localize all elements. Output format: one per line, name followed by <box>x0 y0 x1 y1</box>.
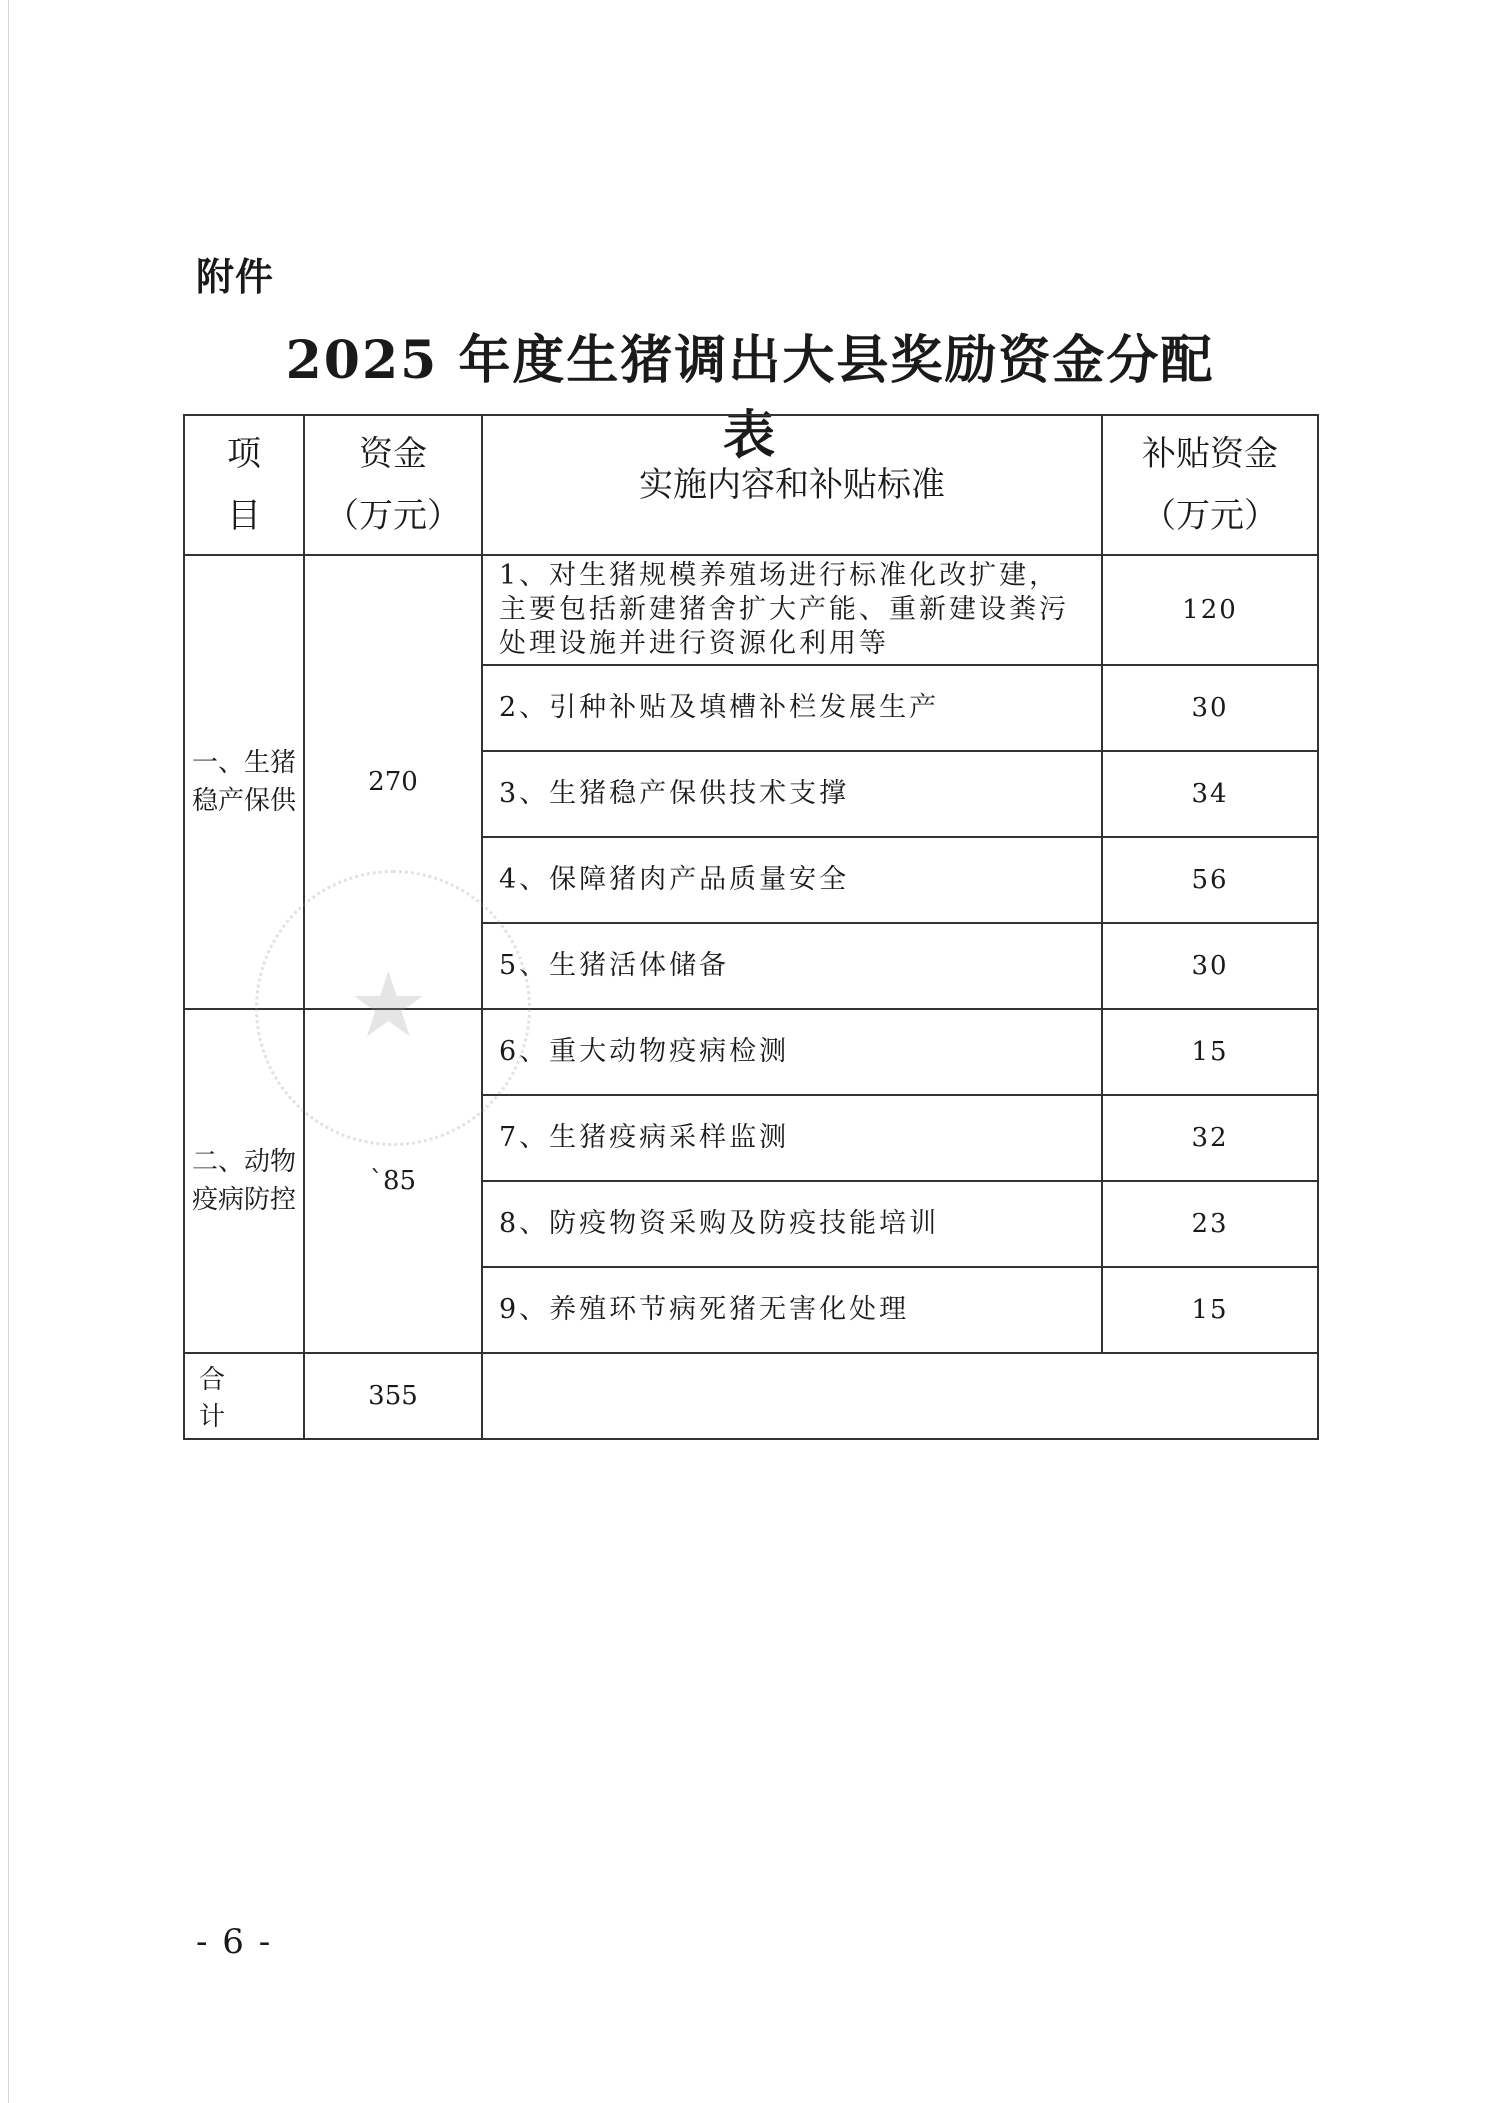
item-2-desc: 2、引种补贴及填槽补栏发展生产 <box>482 665 1102 751</box>
item-6-amount: 15 <box>1102 1009 1318 1095</box>
item-7-amount: 32 <box>1102 1095 1318 1181</box>
page-number: - 6 - <box>196 1922 273 1962</box>
item-3-amount: 34 <box>1102 751 1318 837</box>
header-project-line1: 项 <box>227 434 261 474</box>
allocation-table <box>183 414 1319 1440</box>
attachment-label: 附件 <box>196 255 275 299</box>
item-7-desc: 7、生猪疫病采样监测 <box>482 1095 1102 1181</box>
item-4-amount: 56 <box>1102 837 1318 923</box>
item-1-desc: 1、对生猪规模养殖场进行标准化改扩建，主要包括新建猪舍扩大产能、重新建设粪污处理设施并进行资源化利用等 <box>482 555 1102 665</box>
table-row <box>184 555 1318 665</box>
group-1-project: 一、生猪稳产保供 <box>184 555 304 1009</box>
item-2-amount: 30 <box>1102 665 1318 751</box>
group-2-project: 二、动物疫病防控 <box>184 1009 304 1353</box>
header-project <box>184 415 304 555</box>
header-fund-line1: 资金 <box>359 434 427 474</box>
header-subsidy-line1: 补贴资金 <box>1142 434 1278 474</box>
item-3-desc: 3、生猪稳产保供技术支撑 <box>482 751 1102 837</box>
total-fund: 355 <box>304 1353 482 1439</box>
item-6-desc: 6、重大动物疫病检测 <box>482 1009 1102 1095</box>
document-title: 2025 年度生猪调出大县奖励资金分配表 <box>285 330 1215 466</box>
item-8-amount: 23 <box>1102 1181 1318 1267</box>
item-5-amount: 30 <box>1102 923 1318 1009</box>
header-fund-line2: （万元） <box>325 496 461 536</box>
item-4-desc: 4、保障猪肉产品质量安全 <box>482 837 1102 923</box>
item-9-desc: 9、养殖环节病死猪无害化处理 <box>482 1267 1102 1353</box>
header-project-line2: 目 <box>227 496 261 536</box>
seal-star-icon: ★ <box>348 953 429 1058</box>
group-1-fund: 270 <box>304 555 482 1009</box>
table-header-row <box>184 415 1318 555</box>
table-row <box>184 1009 1318 1095</box>
total-empty-cell <box>482 1353 1318 1439</box>
item-8-desc: 8、防疫物资采购及防疫技能培训 <box>482 1181 1102 1267</box>
item-1-amount: 120 <box>1102 555 1318 665</box>
group-2-fund: `85 <box>304 1009 482 1353</box>
header-subsidy <box>1102 415 1318 555</box>
header-fund <box>304 415 482 555</box>
total-label: 合计 <box>184 1353 304 1439</box>
total-row <box>184 1353 1318 1439</box>
item-5-desc: 5、生猪活体储备 <box>482 923 1102 1009</box>
header-content: 实施内容和补贴标准 <box>482 415 1102 555</box>
item-9-amount: 15 <box>1102 1267 1318 1353</box>
header-subsidy-line2: （万元） <box>1142 496 1278 536</box>
scan-edge-line <box>8 0 9 2103</box>
